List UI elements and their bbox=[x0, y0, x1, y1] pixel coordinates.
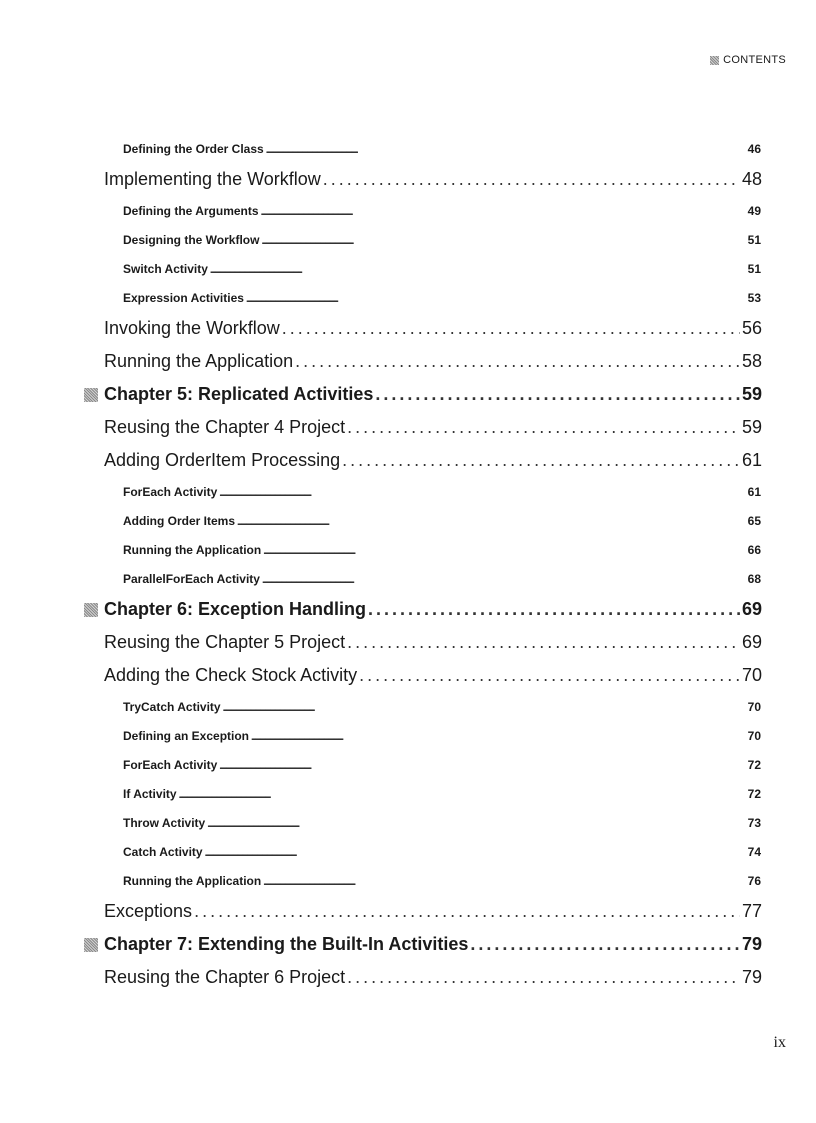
toc-subsection-entry[interactable] bbox=[0, 779, 816, 808]
toc-entry-page: 61 bbox=[747, 484, 761, 499]
toc-section-entry[interactable] bbox=[0, 163, 816, 196]
toc-entry-page: 70 bbox=[747, 699, 761, 714]
toc-entry-page: 66 bbox=[747, 542, 761, 557]
toc-entry-page: 65 bbox=[747, 513, 761, 528]
toc-entry-title: Running the Application bbox=[104, 351, 294, 371]
toc-entry-title: ParallelForEach Activity bbox=[123, 571, 260, 586]
toc-entry-title: Exceptions bbox=[104, 901, 193, 921]
toc-entry-page: 58 bbox=[741, 351, 762, 371]
toc-subsection-entry[interactable] bbox=[0, 254, 816, 283]
toc-subsection-entry[interactable] bbox=[0, 535, 816, 564]
toc-entry-title: Catch Activity bbox=[123, 844, 203, 859]
header-square-icon bbox=[710, 56, 719, 65]
dot-leader bbox=[207, 816, 745, 830]
toc-entry-page: 49 bbox=[747, 203, 761, 218]
dot-leader bbox=[246, 291, 746, 305]
dot-leader bbox=[262, 572, 746, 586]
toc-section-entry[interactable] bbox=[0, 626, 816, 659]
toc-subsection-entry[interactable] bbox=[0, 692, 816, 721]
toc-entry-page: 79 bbox=[741, 967, 762, 987]
toc-subsection-entry[interactable] bbox=[0, 283, 816, 312]
dot-leader bbox=[266, 142, 746, 156]
toc-entry-page: 53 bbox=[747, 290, 761, 305]
toc-entry-title: Invoking the Workflow bbox=[104, 318, 280, 338]
toc-subsection-entry[interactable] bbox=[0, 564, 816, 593]
toc-entry-title: Defining the Arguments bbox=[123, 203, 259, 218]
dot-leader bbox=[179, 787, 746, 801]
toc-entry-title: Designing the Workflow bbox=[123, 232, 260, 247]
chapter-square-icon bbox=[84, 388, 98, 402]
dot-leader bbox=[282, 318, 740, 339]
toc-entry-title: Adding the Check Stock Activity bbox=[104, 665, 358, 685]
toc-section-entry[interactable] bbox=[0, 961, 816, 994]
toc-entry-page: 59 bbox=[741, 384, 762, 404]
toc-section-entry[interactable] bbox=[0, 312, 816, 345]
page-number: ix bbox=[773, 1034, 786, 1051]
toc-entry-page: 70 bbox=[747, 728, 761, 743]
toc-entry-title: ForEach Activity bbox=[123, 757, 218, 772]
dot-leader bbox=[368, 599, 740, 620]
toc-entry-title: Reusing the Chapter 5 Project bbox=[104, 632, 346, 652]
dot-leader bbox=[470, 934, 740, 955]
toc-entry-page: 51 bbox=[747, 261, 761, 276]
toc-entry-page: 61 bbox=[741, 450, 762, 470]
toc-chapter-entry[interactable] bbox=[0, 378, 816, 411]
toc-entry-title: Adding OrderItem Processing bbox=[104, 450, 341, 470]
toc-entry-title: TryCatch Activity bbox=[123, 699, 221, 714]
toc-entry-title: Reusing the Chapter 6 Project bbox=[104, 967, 346, 987]
toc-entry-page: 68 bbox=[747, 571, 761, 586]
toc-subsection-entry[interactable] bbox=[0, 837, 816, 866]
toc-entry-page: 76 bbox=[747, 873, 761, 888]
toc-section-entry[interactable] bbox=[0, 659, 816, 692]
toc-entry-title: If Activity bbox=[123, 786, 177, 801]
toc-entry-title: Defining the Order Class bbox=[123, 141, 264, 156]
toc-chapter-entry[interactable] bbox=[0, 928, 816, 961]
toc-entry-page: 72 bbox=[747, 757, 761, 772]
toc-entry-title: Chapter 7: Extending the Built-In Activities bbox=[104, 934, 469, 954]
chapter-square-icon bbox=[84, 938, 98, 952]
table-of-contents bbox=[0, 134, 816, 994]
dot-leader bbox=[347, 417, 740, 438]
toc-entry-page: 46 bbox=[747, 141, 761, 156]
toc-subsection-entry[interactable] bbox=[0, 477, 816, 506]
dot-leader bbox=[295, 351, 740, 372]
toc-section-entry[interactable] bbox=[0, 411, 816, 444]
toc-entry-title: Running the Application bbox=[123, 873, 262, 888]
toc-entry-page: 72 bbox=[747, 786, 761, 801]
dot-leader bbox=[263, 543, 745, 557]
toc-entry-title: Switch Activity bbox=[123, 261, 208, 276]
toc-section-entry[interactable] bbox=[0, 444, 816, 477]
toc-entry-title: ForEach Activity bbox=[123, 484, 218, 499]
toc-entry-page: 79 bbox=[741, 934, 762, 954]
dot-leader bbox=[261, 204, 746, 218]
dot-leader bbox=[342, 450, 740, 471]
dot-leader bbox=[210, 262, 746, 276]
dot-leader bbox=[323, 169, 740, 190]
toc-subsection-entry[interactable] bbox=[0, 721, 816, 750]
dot-leader bbox=[347, 967, 740, 988]
toc-section-entry[interactable] bbox=[0, 345, 816, 378]
dot-leader bbox=[347, 632, 740, 653]
toc-entry-page: 74 bbox=[747, 844, 761, 859]
toc-entry-title: Running the Application bbox=[123, 542, 262, 557]
toc-entry-page: 77 bbox=[741, 901, 762, 921]
toc-entry-title: Expression Activities bbox=[123, 290, 244, 305]
toc-subsection-entry[interactable] bbox=[0, 134, 816, 163]
dot-leader bbox=[223, 700, 746, 714]
toc-entry-page: 59 bbox=[741, 417, 762, 437]
toc-subsection-entry[interactable] bbox=[0, 196, 816, 225]
dot-leader bbox=[261, 233, 745, 247]
toc-entry-title: Defining an Exception bbox=[123, 728, 250, 743]
dot-leader bbox=[219, 758, 745, 772]
dot-leader bbox=[263, 874, 745, 888]
toc-subsection-entry[interactable] bbox=[0, 750, 816, 779]
toc-entry-title: Chapter 6: Exception Handling bbox=[104, 599, 367, 619]
dot-leader bbox=[237, 514, 746, 528]
toc-entry-page: 48 bbox=[741, 169, 762, 189]
toc-entry-title: Adding Order Items bbox=[123, 513, 236, 528]
toc-entry-page: 51 bbox=[747, 232, 761, 247]
toc-entry-title: Reusing the Chapter 4 Project bbox=[104, 417, 346, 437]
toc-chapter-entry[interactable] bbox=[0, 593, 816, 626]
dot-leader bbox=[194, 901, 740, 922]
toc-subsection-entry[interactable] bbox=[0, 808, 816, 837]
toc-section-entry[interactable] bbox=[0, 895, 816, 928]
toc-entry-page: 73 bbox=[747, 815, 761, 830]
dot-leader bbox=[219, 485, 745, 499]
toc-entry-title: Throw Activity bbox=[123, 815, 206, 830]
toc-entry-page: 56 bbox=[741, 318, 762, 338]
chapter-square-icon bbox=[84, 603, 98, 617]
toc-entry-page: 69 bbox=[741, 632, 762, 652]
toc-entry-title: Implementing the Workflow bbox=[104, 169, 321, 189]
toc-entry-page: 70 bbox=[741, 665, 762, 685]
running-header bbox=[710, 54, 786, 66]
toc-subsection-entry[interactable] bbox=[0, 866, 816, 895]
dot-leader bbox=[375, 384, 740, 405]
running-header-label: CONTENTS bbox=[723, 54, 786, 66]
toc-entry-title: Chapter 5: Replicated Activities bbox=[104, 384, 374, 404]
dot-leader bbox=[205, 845, 746, 859]
toc-subsection-entry[interactable] bbox=[0, 225, 816, 254]
dot-leader bbox=[359, 665, 740, 686]
toc-entry-page: 69 bbox=[741, 599, 762, 619]
toc-subsection-entry[interactable] bbox=[0, 506, 816, 535]
dot-leader bbox=[251, 729, 746, 743]
